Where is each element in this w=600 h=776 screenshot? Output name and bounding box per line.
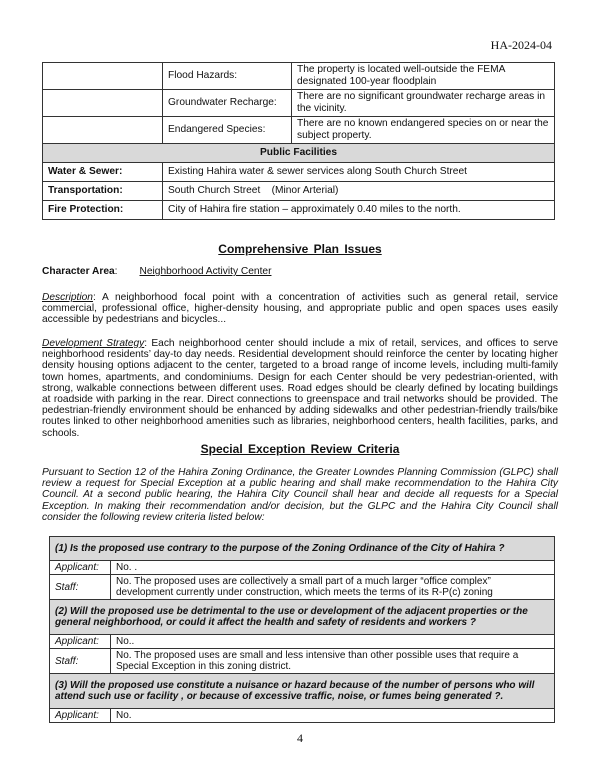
character-area-separator: : xyxy=(114,266,118,277)
table-cell xyxy=(43,63,163,90)
applicant-response: No. . xyxy=(111,561,555,575)
description-paragraph xyxy=(42,292,558,326)
row-value: There are no significant groundwater recharge areas in the vicinity. xyxy=(292,90,555,117)
character-area-label: Character Area xyxy=(42,266,115,277)
page-number: 4 xyxy=(297,731,303,745)
staff-label: Staff: xyxy=(50,575,111,600)
applicant-label: Applicant: xyxy=(50,709,111,723)
applicant-label: Applicant: xyxy=(50,561,111,575)
character-area xyxy=(42,266,558,277)
staff-label: Staff: xyxy=(50,649,111,674)
description-text: : A neighborhood focal point with a concentration of activities such as general retail, service commercial, professional office, higher-density housing, and appropriate public and open spaces uses easily accessible by pedestrians and bicycles... xyxy=(42,292,558,326)
strategy-label: Development Strategy xyxy=(42,338,145,349)
special-exception-intro: Pursuant to Section 12 of the Hahira Zoning Ordinance, the Greater Lowndes Planning Commission (GLPC) shall review a request for Special Exception at a public hearing and shall make recommendation to the Hahira City Council. At a second public hearing, the Hahira City Council shall hear and decide all requests for a Special Exception. In making their recommendation and/or decision, but the GLPC and the Hahira City Council shall consider the following review criteria listed below: xyxy=(42,467,558,523)
document-id: HA-2024-04 xyxy=(490,38,552,52)
row-label: Water & Sewer: xyxy=(43,163,163,182)
row-label: Groundwater Recharge: xyxy=(163,90,292,117)
criterion-question: (1) Is the proposed use contrary to the purpose of the Zoning Ordinance of the City of Hahira ? xyxy=(50,537,555,561)
table-cell xyxy=(43,117,163,144)
row-value: Existing Hahira water & sewer services along South Church Street xyxy=(163,163,555,182)
row-label: Transportation: xyxy=(43,182,163,201)
development-strategy-paragraph xyxy=(42,338,558,439)
strategy-text: : Each neighborhood center should include a mix of retail, services, and offices to serve neighborhood residents’ day-to day needs. Residential development should reinforce the center by locating higher density housing options adjacent to the center, targeted to a broad range of income levels, including multi-family town homes, apartments, and condominiums. Design for each Center should be very pedestrian-oriented, with strong, walkable connections between different uses. Road edges should be clearly defined by locating buildings at roadside with parking in the rear. Direct connections to greenspace and trail networks should be provided. The pedestrian-friendly environment should be enhanced by adding sidewalks and other pedestrian-friendly trails/bike routes linked to other neighborhood amenities such as libraries, neighborhood centers, health facilities, parks, and schools. xyxy=(42,338,558,439)
review-criteria-table xyxy=(49,536,555,723)
row-value: City of Hahira fire station – approximately 0.40 miles to the north. xyxy=(163,201,555,220)
staff-response: No. The proposed uses are collectively a small part of a much larger “office complex” development currently under construction, which meets the terms of its R-P(c) zoning xyxy=(111,575,555,600)
special-exception-heading: Special Exception Review Criteria xyxy=(200,442,400,456)
applicant-response: No. xyxy=(111,709,555,723)
description-label: Description xyxy=(42,292,93,303)
section-header-public-facilities: Public Facilities xyxy=(43,144,555,163)
row-label: Fire Protection: xyxy=(43,201,163,220)
staff-response: No. The proposed uses are small and less intensive than other possible uses that require a Special Exception in this zoning district. xyxy=(111,649,555,674)
criterion-question: (3) Will the proposed use constitute a nuisance or hazard because of the number of persons who will attend such use or facility , or because of excessive traffic, noise, or fumes being generated ?. xyxy=(50,674,555,709)
row-label: Flood Hazards: xyxy=(163,63,292,90)
comp-plan-heading: Comprehensive Plan Issues xyxy=(218,242,382,256)
row-value: South Church Street (Minor Arterial) xyxy=(163,182,555,201)
row-label: Endangered Species: xyxy=(163,117,292,144)
row-value: The property is located well-outside the FEMA designated 100-year floodplain xyxy=(292,63,555,90)
criterion-question: (2) Will the proposed use be detrimental to the use or development of the adjacent properties or the general neighborhood, or could it affect the health and safety of residents and workers ? xyxy=(50,600,555,635)
applicant-label: Applicant: xyxy=(50,635,111,649)
row-value: There are no known endangered species on or near the subject property. xyxy=(292,117,555,144)
site-info-table xyxy=(42,62,555,220)
table-cell xyxy=(43,90,163,117)
character-area-value: Neighborhood Activity Center xyxy=(139,266,272,277)
applicant-response: No.. xyxy=(111,635,555,649)
